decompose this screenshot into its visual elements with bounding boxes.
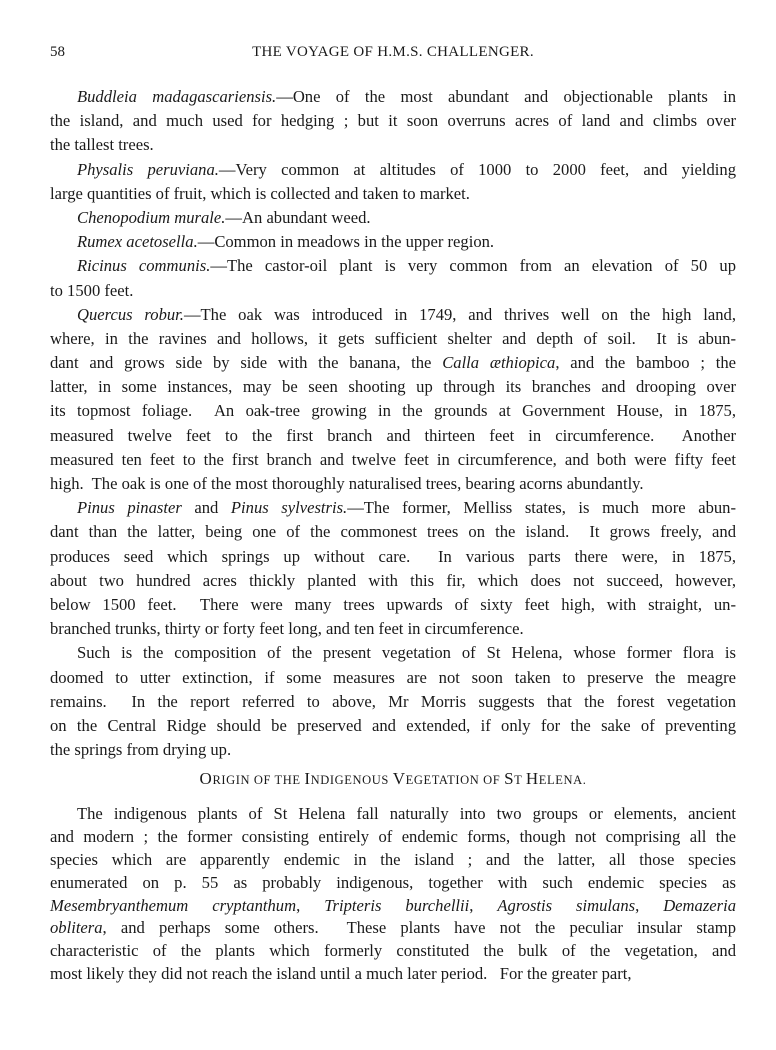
text-line <box>50 448 736 472</box>
italic-species-name: Chenopodium murale. <box>77 207 226 227</box>
text-line <box>50 895 736 918</box>
text-line <box>50 641 736 665</box>
text-run: about two hundred acres thickly planted with this fir, which does not succeed, however, <box>50 570 736 590</box>
text-run: high. The oak is one of the most thoroughly naturalised trees, bearing acorns abundantly. <box>50 474 644 493</box>
text-run: measured twelve feet to the first branch and thirteen feet in circumference. Another <box>50 425 736 445</box>
text-line <box>50 399 736 423</box>
text-run: doomed to utter extinction, if some measures are not soon taken to preserve the meagre <box>50 667 736 687</box>
text-line <box>50 424 736 448</box>
body-section-plants <box>50 85 736 762</box>
italic-species-name: Rumex acetosella. <box>77 232 198 252</box>
text-line <box>50 714 736 738</box>
running-header <box>50 44 736 66</box>
italic-species-name: Buddleia madagascariensis. <box>77 87 277 106</box>
text-run: remains. In the report referred to above, Mr Morris suggests that the forest vegetation <box>50 691 736 711</box>
text-line <box>50 254 736 278</box>
heading-text-run: RIGIN OF THE <box>212 773 305 787</box>
text-line <box>50 666 736 690</box>
italic-species-name: Mesembryanthemum cryptanthum <box>50 895 297 915</box>
text-run: —An abundant weed. <box>225 207 371 227</box>
text-run: The indigenous plants of St Helena fall naturally into two groups or elements, ancient <box>77 804 736 823</box>
text-line <box>50 690 736 714</box>
heading-text-run: T <box>514 773 526 787</box>
text-line <box>50 803 736 826</box>
heading-text-run: V <box>392 769 406 788</box>
text-run: large quantities of fruit, which is collected and taken to market. <box>50 183 470 203</box>
text-run: , <box>469 895 498 915</box>
text-run: , and the bamboo ; the <box>555 353 736 373</box>
page-number: 58 <box>50 44 65 60</box>
italic-species-name: Calla æthiopica <box>442 353 556 373</box>
text-line <box>50 158 736 182</box>
heading-text-run: EGETATION OF <box>405 773 505 787</box>
text-line <box>50 617 736 641</box>
text-line <box>50 963 736 986</box>
text-line <box>50 230 736 254</box>
running-title: THE VOYAGE OF H.M.S. CHALLENGER. <box>252 44 534 60</box>
text-line <box>50 375 736 399</box>
text-line <box>50 206 736 230</box>
text-run: to 1500 feet. <box>50 280 134 300</box>
section-heading <box>50 769 736 789</box>
text-line <box>50 472 736 496</box>
text-line <box>50 303 736 327</box>
text-line <box>50 738 736 762</box>
text-line <box>50 593 736 617</box>
heading-text-run: ELENA. <box>538 773 587 787</box>
text-line <box>50 496 736 520</box>
body-section-origin <box>50 803 736 986</box>
text-run: —One of the most abundant and objectionable plants in <box>276 87 736 106</box>
paragraph <box>50 303 736 497</box>
italic-species-name: Pinus pinaster <box>77 498 182 518</box>
text-line <box>50 182 736 206</box>
text-run: —The castor-oil plant is very common from an elevation of 50 up <box>210 256 736 276</box>
italic-species-name: Ricinus communis. <box>77 256 211 276</box>
text-run: measured ten feet to the first branch and twelve feet in circumference, and both were fifty feet <box>50 449 736 469</box>
text-run: and modern ; the former consisting entirely of endemic forms, though not comprising all the <box>50 826 736 846</box>
text-run: branched trunks, thirty or forty feet long, and ten feet in circumference. <box>50 619 524 639</box>
text-run: on the Central Ridge should be preserved and extended, if only for the sake of preventing <box>50 715 736 735</box>
text-line <box>50 940 736 963</box>
text-run: dant than the latter, being one of the commonest trees on the island. It grows freely, and <box>50 522 736 542</box>
heading-text-run: H <box>525 769 539 788</box>
heading-text-run: NDIGENOUS <box>310 773 393 787</box>
text-run: —Common in meadows in the upper region. <box>197 232 495 252</box>
text-line <box>50 826 736 849</box>
italic-species-name: Tripteris burchellii <box>324 895 470 915</box>
text-run: produces seed which springs up without care. In various parts there were, in 1875, <box>50 546 736 566</box>
text-run: dant and grows side by side with the banana, the <box>50 353 443 373</box>
text-run: the springs from drying up. <box>50 740 232 760</box>
text-run: its topmost foliage. An oak-tree growing in the grounds at Government House, in 1875, <box>50 401 736 421</box>
text-run: and <box>181 498 231 518</box>
paragraph <box>50 803 736 986</box>
paragraph <box>50 496 736 641</box>
heading-text-run: S <box>504 769 515 788</box>
text-line <box>50 917 736 940</box>
text-run: , <box>296 895 325 915</box>
text-line <box>50 569 736 593</box>
paragraph <box>50 641 736 762</box>
italic-species-name: oblitera <box>50 918 103 938</box>
italic-species-name: Quercus robur. <box>77 304 184 324</box>
text-run: —Very common at altitudes of 1000 to 2000 feet, and yielding <box>218 159 736 179</box>
text-run: enumerated on p. 55 as probably indigenous, together with such endemic species as <box>50 872 736 892</box>
text-line <box>50 849 736 872</box>
text-line <box>50 279 736 303</box>
text-run: characteristic of the plants which formerly constituted the bulk of the vegetation, and <box>50 941 736 961</box>
text-run: , <box>635 895 664 915</box>
text-run: the island, and much used for hedging ; but it soon overruns acres of land and climbs over <box>50 111 736 131</box>
paragraph <box>50 206 736 230</box>
text-line <box>50 109 736 133</box>
text-run: most likely they did not reach the island until a much later period. For the greater part, <box>50 964 632 984</box>
text-line <box>50 545 736 569</box>
text-line <box>50 872 736 895</box>
paragraph <box>50 230 736 254</box>
text-run: —The oak was introduced in 1749, and thrives well on the high land, <box>183 304 736 324</box>
text-line <box>50 520 736 544</box>
text-line <box>50 351 736 375</box>
heading-text-run: I <box>304 769 311 788</box>
text-line <box>50 133 736 157</box>
text-run: —The former, Melliss states, is much more abun- <box>347 498 736 518</box>
paragraph <box>50 85 736 158</box>
paragraph <box>50 158 736 206</box>
italic-species-name: Agrostis simulans <box>497 895 636 915</box>
text-line <box>50 327 736 351</box>
italic-species-name: Demazeria <box>663 895 737 915</box>
text-run: species which are apparently endemic in the island ; and the latter, all those species <box>50 849 736 869</box>
text-line <box>50 85 736 109</box>
text-run: below 1500 feet. There were many trees upwards of sixty feet high, with straight, un- <box>50 594 736 614</box>
paragraph <box>50 254 736 302</box>
italic-species-name: Physalis peruviana. <box>77 159 219 179</box>
text-run: where, in the ravines and hollows, it gets sufficient shelter and depth of soil. It is abun- <box>50 328 736 348</box>
heading-text-run: O <box>199 769 213 788</box>
italic-species-name: Pinus sylvestris. <box>230 498 348 518</box>
text-run: , and perhaps some others. These plants have not the peculiar insular stamp <box>102 918 736 938</box>
text-run: the tallest trees. <box>50 135 154 155</box>
text-run: Such is the composition of the present vegetation of St Helena, whose former flora is <box>77 643 736 663</box>
text-run: latter, in some instances, may be seen shooting up through its branches and drooping over <box>50 377 736 397</box>
